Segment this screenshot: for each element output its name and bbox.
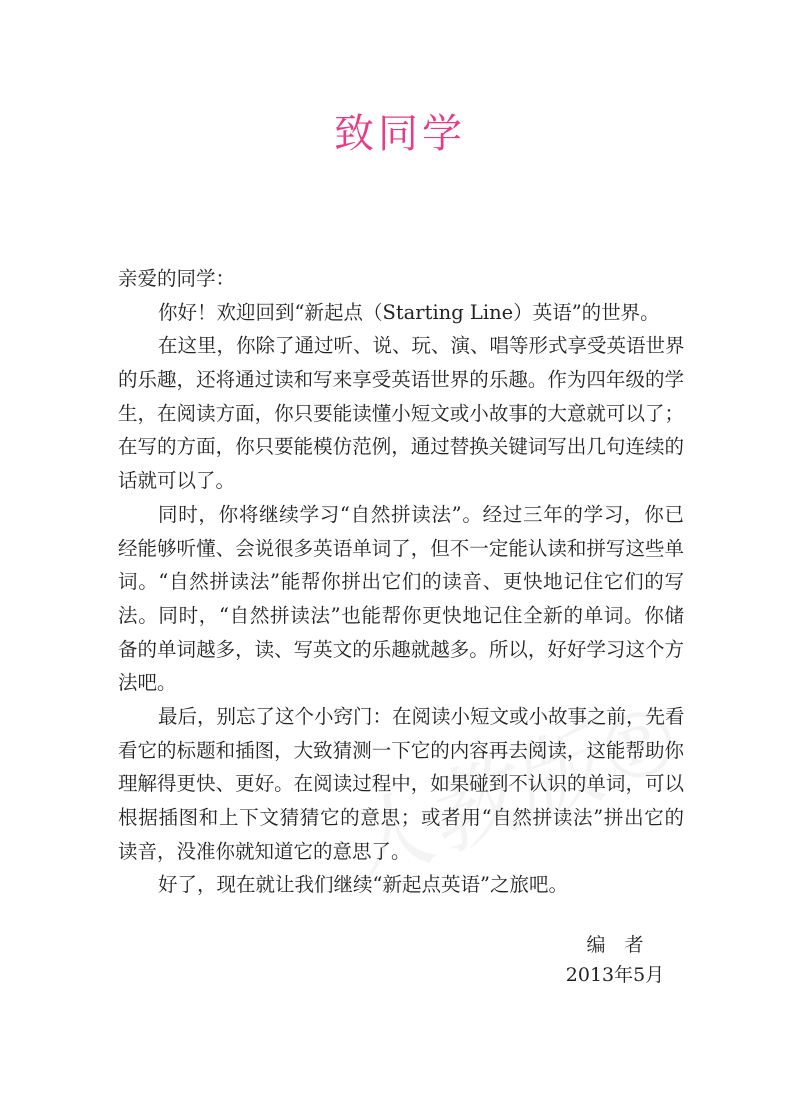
- salutation: 亲爱的同学：: [118, 267, 236, 290]
- paragraph-line: 经能够听懂、会说很多英语单词了，但不一定能认读和拼写这些单: [118, 536, 684, 560]
- paragraph-line: 根据插图和上下文猜猜它的意思；或者用“自然拼读法”拼出它的: [118, 806, 684, 829]
- paragraph-line: 看它的标题和插图，大致猜测一下它的内容再去阅读，这能帮助你: [118, 738, 684, 762]
- paragraph-line: 在这里，你除了通过听、说、玩、演、唱等形式享受英语世界: [158, 334, 685, 358]
- paragraph-line: 的乐趣，还将通过读和写来享受英语世界的乐趣。作为四年级的学: [118, 368, 684, 392]
- paragraph-line: 理解得更快、更好。在阅读过程中，如果碰到不认识的单词，可以: [118, 772, 684, 796]
- signature-date: 2013年5月: [565, 964, 665, 986]
- paragraph-line: 词。“自然拼读法”能帮你拼出它们的读音、更快地记住它们的写: [118, 570, 684, 594]
- paragraph-line: 在写的方面，你只要能模仿范例，通过替换关键词写出几句连续的: [118, 435, 684, 459]
- paragraph-line: 最后，别忘了这个小窍门：在阅读小短文或小故事之前，先看: [158, 704, 685, 728]
- paragraph-line: 读音，没准你就知道它的意思了。: [118, 839, 411, 863]
- paragraph-line: 好了，现在就让我们继续“新起点英语”之旅吧。: [158, 873, 568, 897]
- paragraph-line: 备的单词越多，读、写英文的乐趣就越多。所以，好好学习这个方: [118, 637, 684, 661]
- paragraph-line: 生，在阅读方面，你只要能读懂小短文或小故事的大意就可以了；: [118, 401, 684, 425]
- paragraph-line: 话就可以了。: [118, 469, 236, 493]
- paragraph-line: 法吧。: [118, 671, 177, 695]
- paragraph-line: 你好！欢迎回到“新起点（Starting Line）英语”的世界。: [158, 300, 660, 324]
- page-title: 致同学: [334, 111, 466, 157]
- signature-author: 编 者: [586, 934, 644, 956]
- paragraph-line: 法。同时，“自然拼读法”也能帮你更快地记住全新的单词。你储: [118, 603, 684, 627]
- letter-body: [118, 262, 684, 902]
- paragraph-line: 同时，你将继续学习“自然拼读法”。经过三年的学习，你已: [158, 502, 684, 526]
